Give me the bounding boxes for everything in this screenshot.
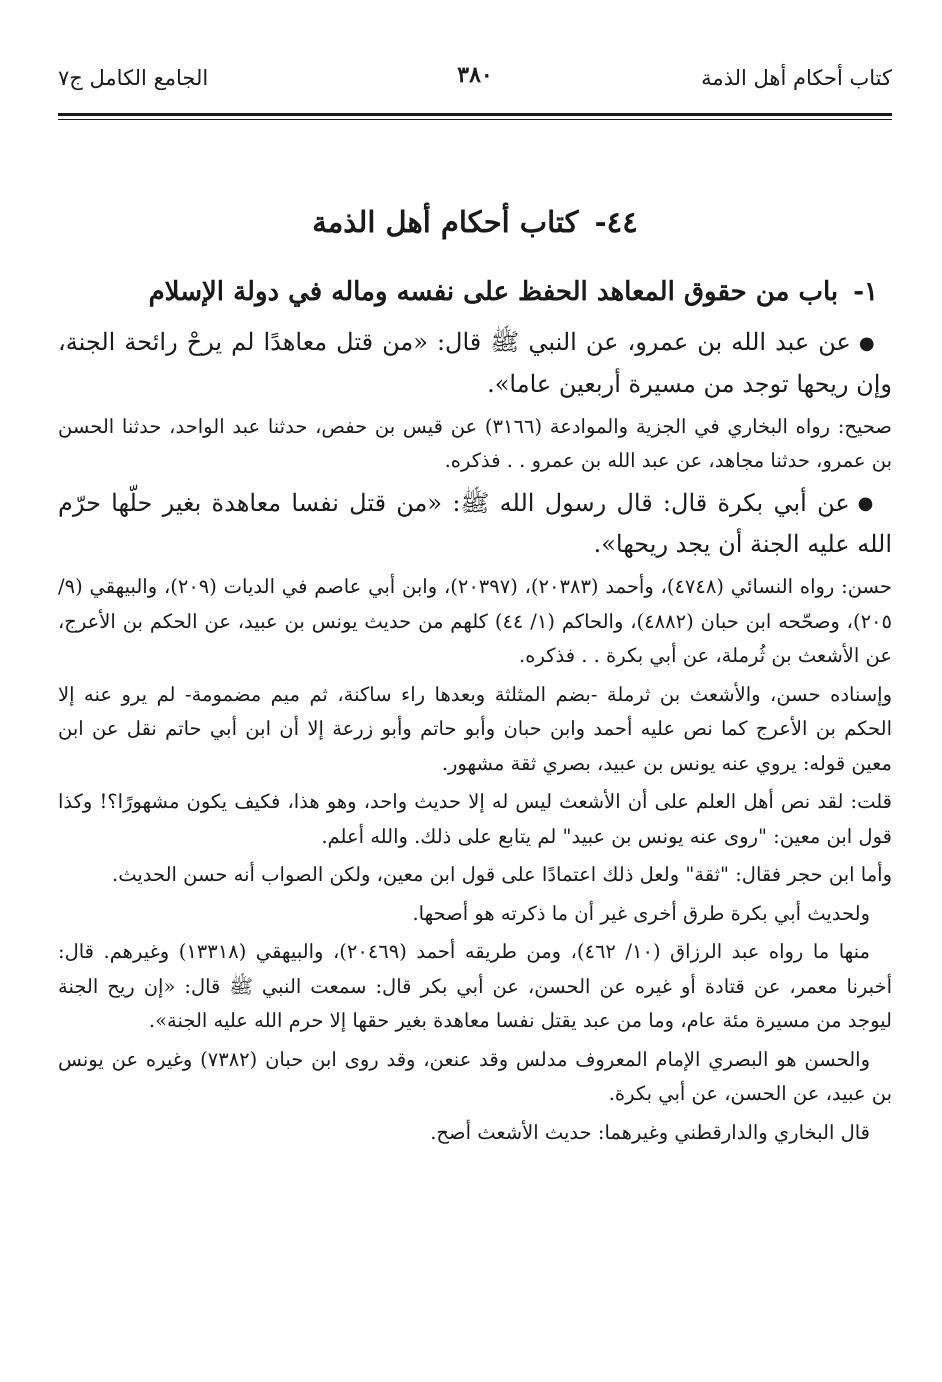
commentary-note-4: قلت: لقد نص أهل العلم على أن الأشعث ليس له إلا حديث واحد، وهو هذا، فكيف يكون مشهورًا؟! وكذا قول ابن معين: "روى عنه يونس بن عبيد" لم يتابع على ذلك. والله أعلم. — [58, 790, 892, 848]
hadith-2-text: عن أبي بكرة قال: قال رسول الله ﷺ: «من قتل نفسا معاهدة بغير حلّها حرّم الله عليه الجنة أن يجد ريحها». — [58, 488, 892, 558]
commentary-note-6: ولحديث أبي بكرة طرق أخرى غير أن ما ذكرته هو أصحها. — [412, 901, 870, 925]
commentary-note-7: منها ما رواه عبد الرزاق (١٠/ ٤٦٢)، ومن طريقه أحمد (٢٠٤٦٩)، والبيهقي (١٣٣١٨) وغيرهم. قال: أخبرنا معمر، عن قتادة أو غيره عن الحسن، عن أبي بكر قال: سمعت النبي ﷺ قال: «إن ريح الجنة ليوجد من مسيرة مئة عام، وما من عبد يقتل نفسا معاهدة بغير حقها إلا حرم الله عليه الجنة». — [58, 940, 892, 1032]
hadith-1-text: عن عبد الله بن عمرو، عن النبي ﷺ قال: «من قتل معاهدًا لم يرحْ رائحة الجنة، وإن ريحها توجد من مسيرة أربعين عاما». — [58, 328, 892, 398]
chapter-number: ٤٤- — [594, 205, 638, 239]
bab-title-text: باب من حقوق المعاهد الحفظ على نفسه وماله في دولة الإسلام — [148, 277, 839, 307]
header-volume: الجامع الكامل ج٧ — [58, 66, 209, 90]
commentary-note-8: والحسن هو البصري الإمام المعروف مدلس وقد عنعن، وقد روى ابن حبان (٧٣٨٢) وغيره عن يونس بن عبيد، عن الحسن، عن أبي بكرة. — [58, 1047, 892, 1105]
chapter-title-text: كتاب أحكام أهل الذمة — [312, 205, 579, 239]
page-content — [58, 200, 892, 1154]
bab-number: ١- — [853, 277, 878, 307]
header-book-title: كتاب أحكام أهل الذمة — [701, 66, 892, 90]
header-rule-thin — [58, 119, 892, 120]
bullet-icon: ● — [858, 332, 876, 354]
hadith-1 — [58, 322, 892, 404]
takhrij-note-1: صحيح: رواه البخاري في الجزية والموادعة (٣١٦٦) عن قيس بن حفص، حدثنا عبد الواحد، حدثنا الحسن بن عمرو، حدثنا مجاهد، عن عبد الله بن عمرو . . فذكره. — [58, 414, 892, 472]
chapter-title — [58, 200, 892, 244]
header-rule-thick — [58, 113, 892, 116]
commentary-note-3: وإسناده حسن، والأشعث بن ثرملة -بضم المثلثة وبعدها راء ساكنة، ثم ميم مضمومة- لم يرو عنه إلا الحكم بن الأعرج كما نص عليه أحمد وابن حبان وأبو حاتم وأبو زرعة إلا أن ابن أبي حاتم نقل عن ابن معين قوله: يروي عنه يونس بن عبيد، بصري ثقة مشهور. — [58, 682, 892, 775]
running-header — [58, 62, 892, 102]
bab-title — [58, 272, 892, 312]
header-page-number: ٣٨٠ — [457, 62, 493, 88]
takhrij-note-2: حسن: رواه النسائي (٤٧٤٨)، وأحمد (٢٠٣٨٣)، (٢٠٣٩٧)، وابن أبي عاصم في الديات (٢٠٩)، والبيهقي (٩/ ٢٠٥)، وصحّحه ابن حبان (٤٨٨٢)، والحاكم (١/ ٤٤) كلهم من حديث يونس بن عبيد، عن الحكم بن الأعرج، عن الأشعث بن ثُرملة، عن أبي بكرة . . فذكره. — [58, 575, 892, 667]
commentary-note-5: وأما ابن حجر فقال: "ثقة" ولعل ذلك اعتمادًا على قول ابن معين، ولكن الصواب أنه حسن الحديث. — [112, 863, 892, 886]
bullet-icon: ● — [857, 493, 876, 514]
hadith-2 — [58, 483, 892, 565]
commentary-note-9: قال البخاري والدارقطني وغيرهما: حديث الأشعث أصح. — [430, 1120, 870, 1144]
